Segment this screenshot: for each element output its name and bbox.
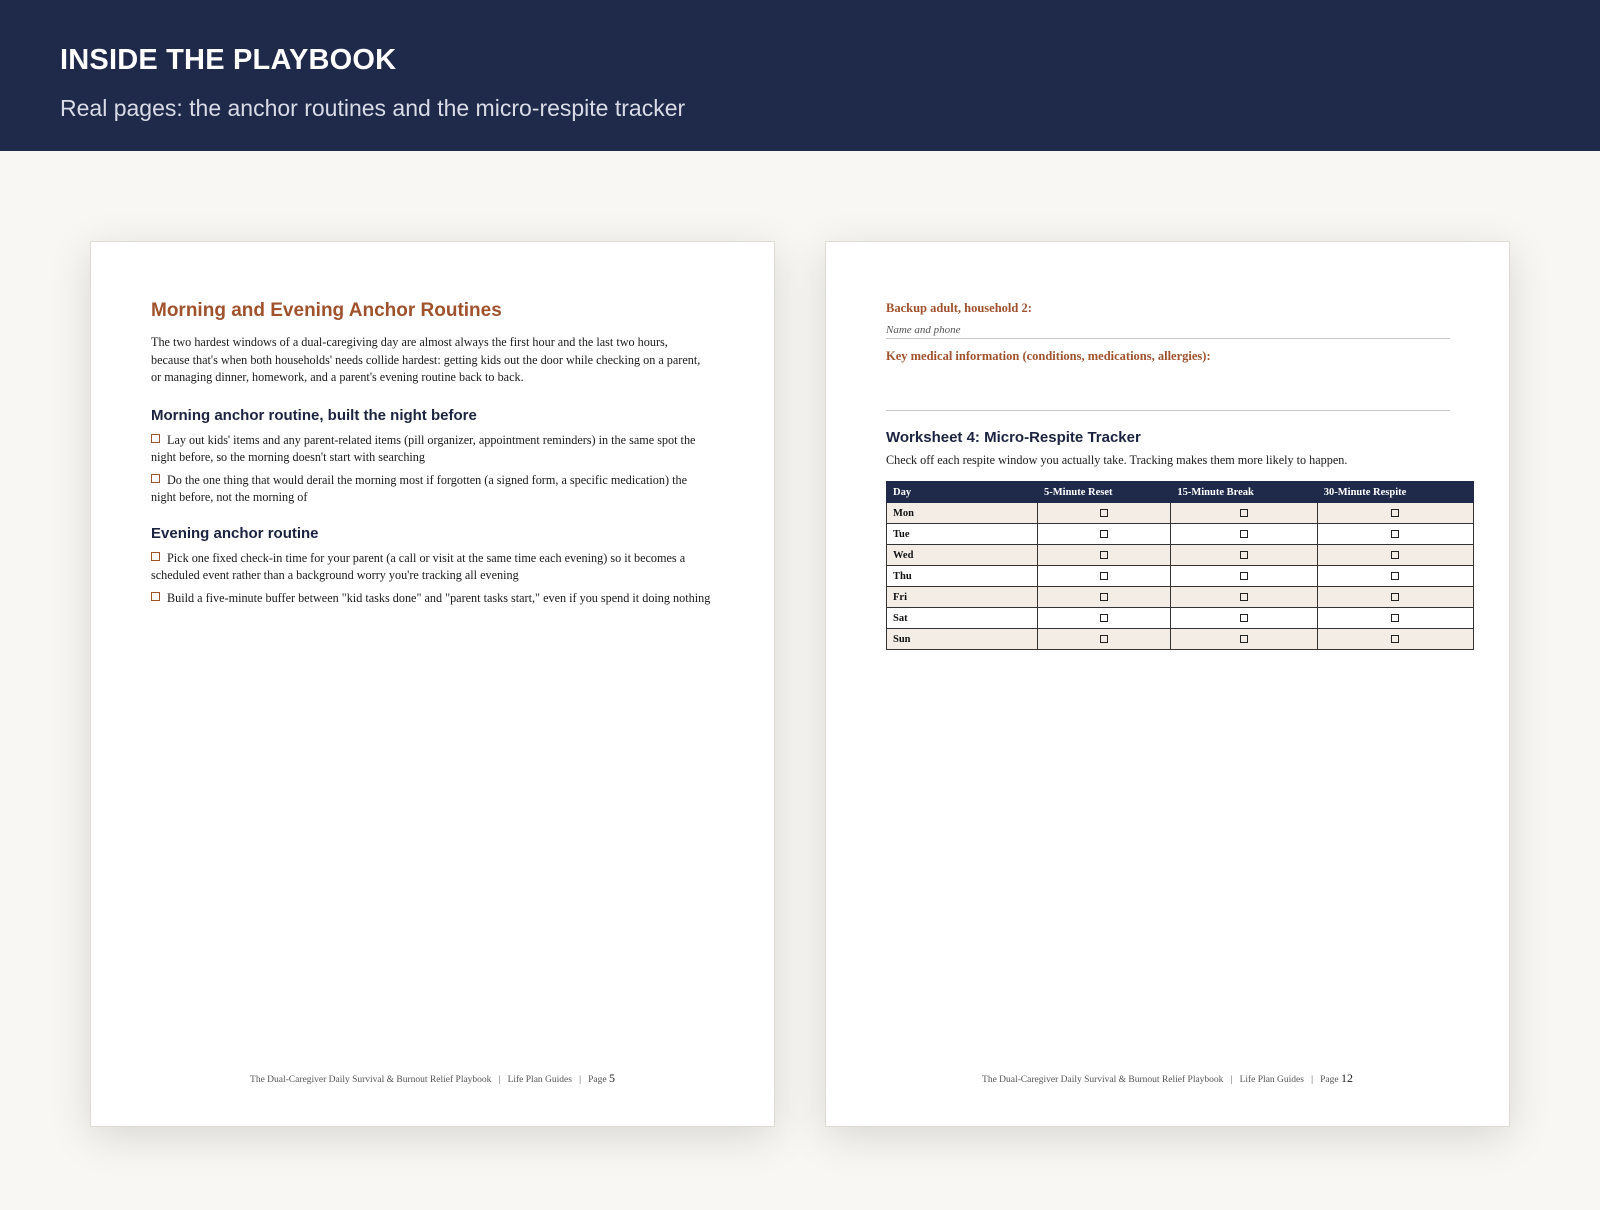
checkbox-icon [151,592,160,601]
evening-routine-heading: Evening anchor routine [151,525,319,542]
checkbox-icon [1240,614,1248,622]
checkbox-icon [1391,614,1399,622]
page-preview-anchor-routines [90,241,775,1127]
footer-brand: Life Plan Guides [1239,1075,1304,1085]
header-banner [0,0,1600,151]
checkbox-cell [1038,587,1171,608]
banner-subtitle: Real pages: the anchor routines and the micro-respite tracker [60,95,686,121]
checkbox-icon [151,552,160,561]
checkbox-cell [1038,503,1171,524]
checkbox-cell [1317,566,1473,587]
checkbox-cell [1317,629,1473,650]
table-header-row [887,482,1474,503]
day-cell: Tue [887,524,1038,545]
checkbox-cell [1317,587,1473,608]
checklist-item [151,432,711,466]
day-cell: Sun [887,629,1038,650]
footer-separator: | [579,1075,581,1085]
backup-adult-placeholder: Name and phone [886,324,961,336]
checkbox-icon [1240,572,1248,580]
checkbox-icon [1100,614,1108,622]
checkbox-cell [1171,587,1317,608]
checkbox-icon [1240,530,1248,538]
checkbox-cell [1171,524,1317,545]
page-preview-respite-tracker [825,241,1510,1127]
field-rule [886,338,1450,339]
backup-adult-label: Backup adult, household 2: [886,301,1032,315]
day-cell: Fri [887,587,1038,608]
checkbox-icon [1391,509,1399,517]
page-heading: Morning and Evening Anchor Routines [151,300,502,321]
day-cell: Thu [887,566,1038,587]
checkbox-icon [1100,530,1108,538]
table-row [887,629,1474,650]
footer-brand: Life Plan Guides [507,1075,572,1085]
checklist-item-text: Lay out kids' items and any parent-related items (pill organizer, appointment reminders) in the same spot the night before, so the morning doesn't start with searching [151,433,696,464]
checkbox-cell [1038,566,1171,587]
checkbox-cell [1171,608,1317,629]
checkbox-cell [1317,503,1473,524]
column-header: 5-Minute Reset [1038,482,1171,503]
checklist-item [151,472,711,506]
checkbox-icon [1100,593,1108,601]
checklist-item-text: Pick one fixed check-in time for your parent (a call or visit at the same time each evening) so it becomes a scheduled event rather than a background worry you're tracking all evening [151,551,686,582]
banner-title: INSIDE THE PLAYBOOK [60,44,397,76]
morning-routine-heading: Morning anchor routine, built the night before [151,407,477,424]
checkbox-cell [1171,503,1317,524]
checkbox-icon [1391,551,1399,559]
checkbox-icon [1240,593,1248,601]
footer-book-title: The Dual-Caregiver Daily Survival & Burnout Relief Playbook [982,1075,1224,1085]
table-row [887,566,1474,587]
column-header: 30-Minute Respite [1317,482,1473,503]
respite-tracker-table [886,481,1474,650]
table-row [887,608,1474,629]
checkbox-icon [1391,530,1399,538]
column-header: Day [887,482,1038,503]
checkbox-cell [1038,524,1171,545]
checklist-item [151,550,711,584]
checkbox-cell [1171,629,1317,650]
table-row [887,545,1474,566]
checkbox-cell [1038,545,1171,566]
column-header: 15-Minute Break [1171,482,1317,503]
table-row [887,524,1474,545]
checkbox-cell [1038,608,1171,629]
footer-separator: | [1230,1075,1233,1085]
checkbox-cell [1317,524,1473,545]
checklist-item-text: Do the one thing that would derail the morning most if forgotten (a signed form, a specific medication) the night before, not the morning of [151,473,687,504]
checkbox-icon [1100,509,1108,517]
checkbox-icon [1240,509,1248,517]
footer-page-label: Page [1320,1075,1339,1085]
footer-page-label: Page [588,1075,607,1085]
checkbox-icon [1240,551,1248,559]
checkbox-icon [1240,635,1248,643]
worksheet-title: Worksheet 4: Micro-Respite Tracker [886,429,1141,446]
checkbox-icon [1100,551,1108,559]
checkbox-icon [1100,635,1108,643]
page-footer [91,1071,774,1086]
footer-page-number: 5 [608,1071,615,1085]
day-cell: Sat [887,608,1038,629]
worksheet-intro: Check off each respite window you actually take. Tracking makes them more likely to happen. [886,453,1348,467]
footer-page-number: 12 [1340,1071,1353,1085]
checkbox-icon [151,474,160,483]
field-rule [886,410,1450,411]
medical-info-label: Key medical information (conditions, medications, allergies): [886,349,1211,363]
footer-separator: | [1311,1075,1313,1085]
checkbox-icon [151,434,160,443]
footer-separator: | [498,1075,501,1085]
table-row [887,587,1474,608]
table-row [887,503,1474,524]
checkbox-cell [1171,566,1317,587]
day-cell: Mon [887,503,1038,524]
checkbox-cell [1317,545,1473,566]
checkbox-cell [1038,629,1171,650]
checkbox-cell [1171,545,1317,566]
intro-paragraph: The two hardest windows of a dual-caregiving day are almost always the first hour and the last two hours, because that's when both households' needs collide hardest: getting kids out the door while checking on a parent, or managing dinner, homework, and a parent's evening routine back to back. [151,335,701,384]
checkbox-cell [1317,608,1473,629]
checkbox-icon [1391,572,1399,580]
day-cell: Wed [887,545,1038,566]
page-footer [826,1071,1509,1086]
checkbox-icon [1100,572,1108,580]
checkbox-icon [1391,635,1399,643]
footer-book-title: The Dual-Caregiver Daily Survival & Burnout Relief Playbook [250,1075,492,1085]
checklist-item [151,590,711,607]
checklist-item-text: Build a five-minute buffer between "kid tasks done" and "parent tasks start," even if you spend it doing nothing [167,591,711,605]
checkbox-icon [1391,593,1399,601]
